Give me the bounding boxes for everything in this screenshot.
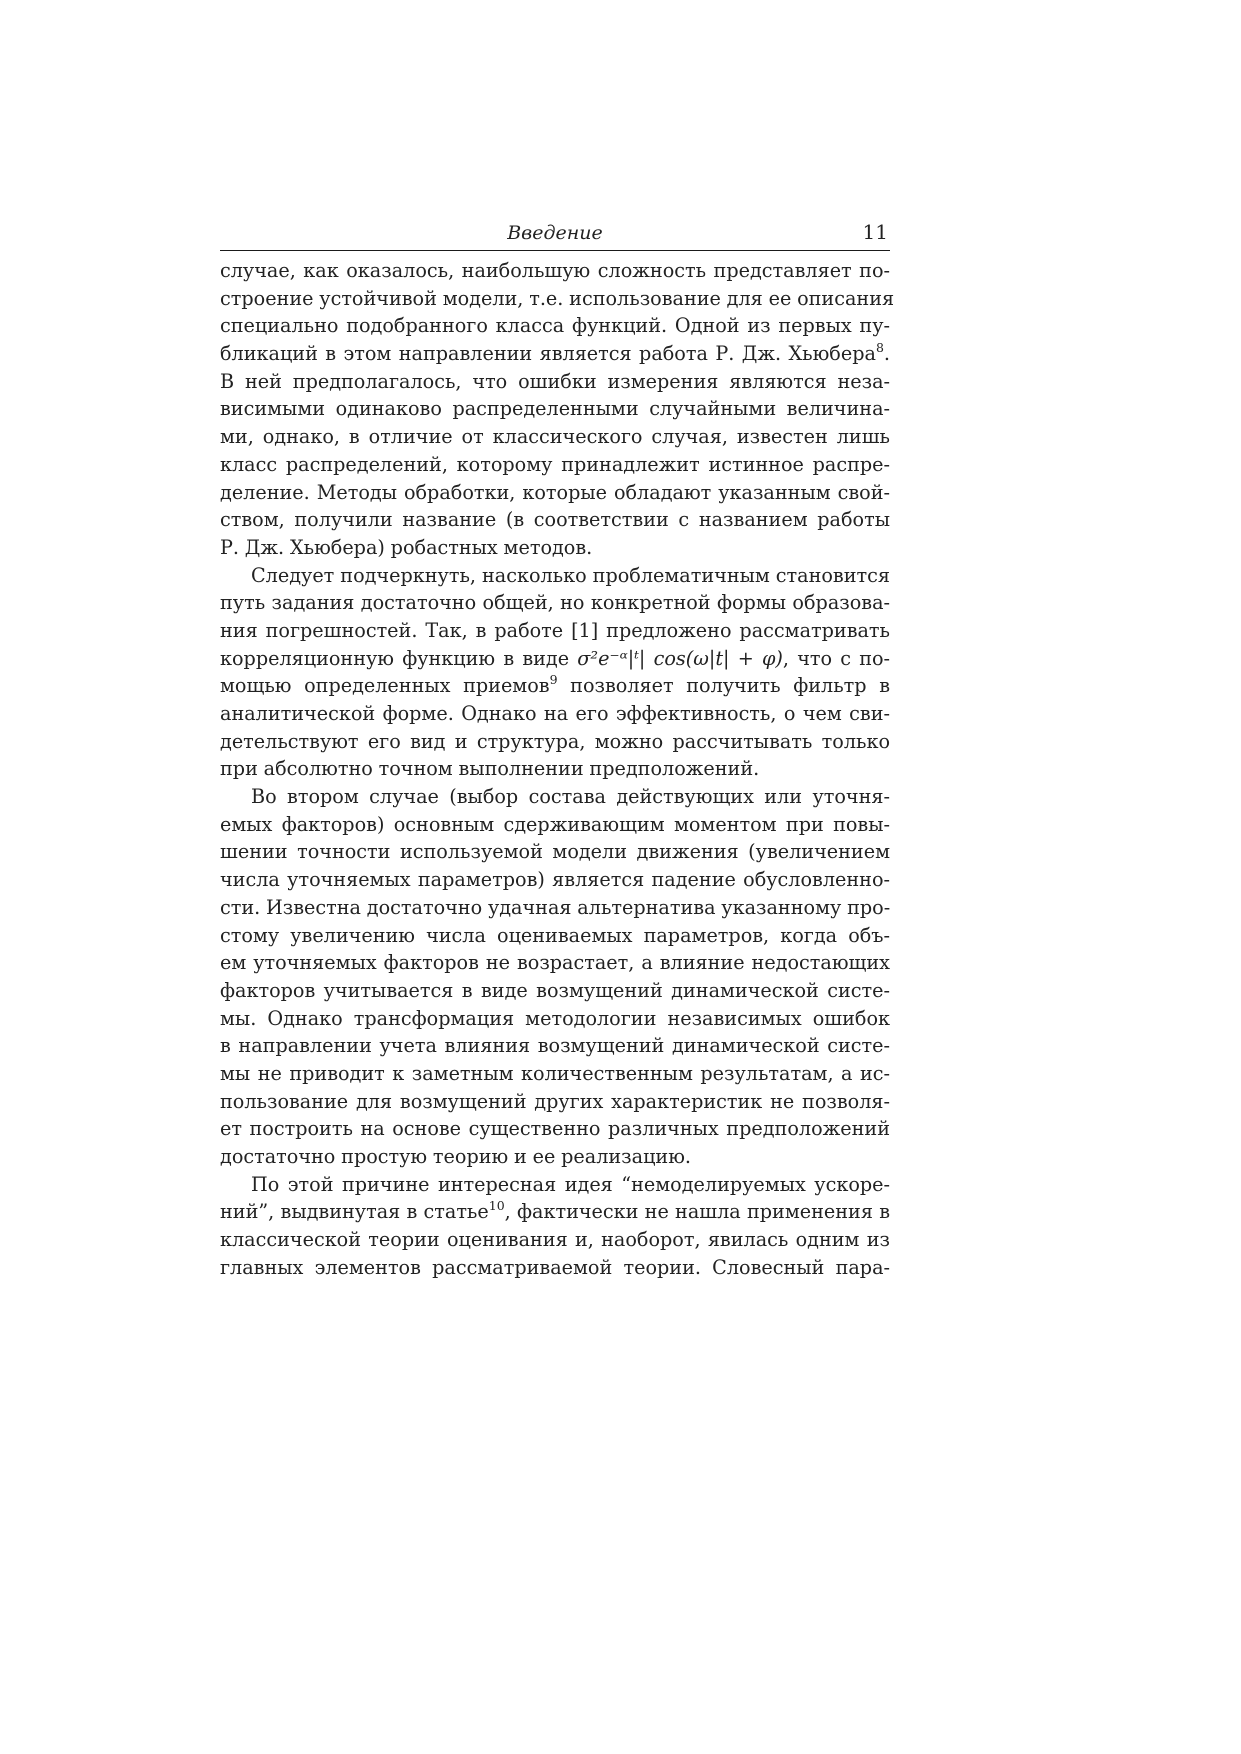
- text-line: По этой причине интересная идея “немоделируемых ускоре-: [251, 1172, 890, 1196]
- text-line: путь задания достаточно общей, но конкретной формы образова-: [220, 591, 890, 615]
- text-line: ем уточняемых факторов не возрастает, а влияние недостающих: [220, 951, 890, 975]
- text-line: пользование для возмущений других характеристик не позволя-: [220, 1089, 890, 1113]
- footnote-ref-10[interactable]: 10: [488, 1198, 505, 1214]
- paragraph-2: [220, 562, 890, 784]
- text-segment: , что с по-: [782, 646, 891, 670]
- text-line: сти. Известна достаточно удачная альтернатива указанному про-: [220, 895, 891, 919]
- text-segment: корреляционную функцию в виде: [220, 646, 570, 670]
- text-line: ством, получили название (в соответствии с названием работы: [220, 508, 890, 532]
- text-segment: позволяет получить фильтр в: [557, 674, 890, 698]
- text-line: [220, 645, 890, 673]
- footnote-ref-9[interactable]: 9: [549, 672, 558, 688]
- text-line: достаточно простую теорию и ее реализацию.: [220, 1145, 692, 1168]
- correlation-formula: σ²e⁻ᵅ|ᵗ| cos(ω|t| + φ): [577, 646, 783, 670]
- text-line: ет построить на основе существенно различных предположений: [220, 1117, 890, 1141]
- text-line: специально подобранного класса функций. Одной из первых пу-: [220, 314, 890, 338]
- text-line: случае, как оказалось, наибольшую сложность представляет по-: [220, 259, 890, 282]
- text-line: при абсолютно точном выполнении предположений.: [220, 757, 760, 781]
- text-segment: мощью определенных приемов: [220, 674, 550, 698]
- page-number: 11: [862, 220, 888, 244]
- text-line: Во втором случае (выбор состава действующих или уточня-: [251, 785, 890, 809]
- text-line: Р. Дж. Хьюбера) робастных методов.: [220, 535, 593, 559]
- text-line: шении точности используемой модели движения (увеличением: [220, 840, 890, 864]
- running-head: [220, 218, 890, 251]
- text-line: в направлении учета влияния возмущений динамической систе-: [220, 1034, 890, 1058]
- text-line: стому увеличению числа оцениваемых параметров, когда объ-: [220, 923, 890, 947]
- text-line: аналитической форме. Однако на его эффективность, о чем сви-: [220, 702, 890, 725]
- text-line: класс распределений, которому принадлежит истинное распре-: [220, 452, 890, 476]
- paragraph-1: [220, 257, 895, 562]
- footnote-ref-8[interactable]: 8: [875, 340, 884, 356]
- text-segment: , фактически не нашла применения в: [504, 1200, 890, 1224]
- text-line: [220, 1198, 890, 1226]
- text-line: факторов учитывается в виде возмущений динамической систе-: [220, 978, 890, 1002]
- text-line: висимыми одинаково распределенными случайными величина-: [220, 397, 890, 421]
- text-line: деление. Методы обработки, которые обладают указанным свой-: [220, 480, 890, 504]
- running-title: Введение: [507, 222, 603, 244]
- text-line: емых факторов) основным сдерживающим моментом при повы-: [220, 812, 890, 836]
- text-line: В ней предполагалось, что ошибки измерения являются неза-: [220, 369, 890, 393]
- paragraph-4: [220, 1171, 890, 1282]
- text-line: главных элементов рассматриваемой теории. Словесный пара-: [220, 1255, 890, 1279]
- text-segment: ний”, выдвинутая в статье: [220, 1200, 489, 1224]
- text-line: Следует подчеркнуть, насколько проблематичным становится: [251, 563, 890, 587]
- paragraph-3: [220, 783, 890, 1171]
- text-line: бликаций в этом направлении является работа Р. Дж. Хьюбера$^8$.: [220, 340, 890, 366]
- body-text: [220, 257, 895, 1281]
- text-line: строение устойчивой модели, т.е. использование для ее описания: [220, 286, 895, 310]
- text-line: числа уточняемых параметров) является падение обусловленно-: [220, 868, 890, 892]
- text-line: мы не приводит к заметным количественным результатам, а ис-: [220, 1061, 890, 1085]
- text-line: [220, 672, 890, 700]
- text-segment: бликаций в этом направлении является работа Р. Дж. Хьюбера: [220, 342, 876, 366]
- text-line: мы. Однако трансформация методологии независимых ошибок: [220, 1006, 890, 1030]
- text-line: детельствуют его вид и структура, можно рассчитывать только: [220, 729, 890, 753]
- page: [220, 218, 895, 1281]
- text-line: классической теории оценивания и, наоборот, явилась одним из: [220, 1228, 890, 1252]
- text-line: ния погрешностей. Так, в работе [1] предложено рассматривать: [220, 618, 890, 642]
- text-line: ми, однако, в отличие от классического случая, известен лишь: [220, 425, 890, 449]
